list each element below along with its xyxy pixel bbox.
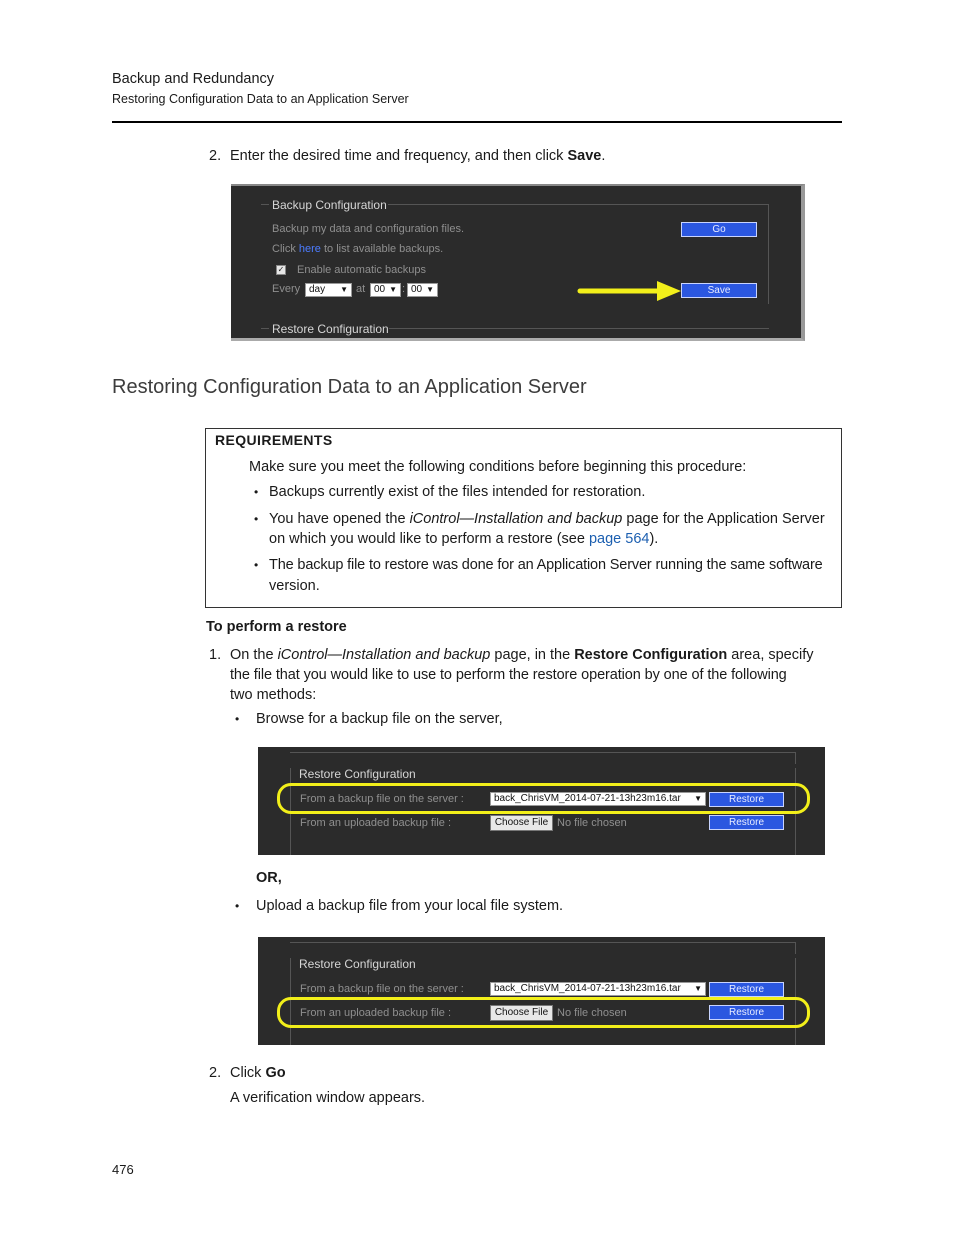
restore-upload-button[interactable]: Restore [709, 1005, 784, 1020]
restore-server-button[interactable]: Restore [709, 792, 784, 807]
choose-file-button[interactable]: Choose File [490, 1005, 553, 1021]
step-text-cont: the file that you would like to use to perform the restore operation by one of the following [230, 667, 787, 683]
bullet: • [254, 485, 259, 499]
enable-automatic-backups-checkbox[interactable]: ✓ [277, 265, 285, 274]
running-header-chapter: Backup and Redundancy [112, 71, 275, 87]
page-number: 476 [112, 1162, 134, 1177]
server-file-select[interactable]: back_ChrisVM_2014-07-21-13h23m16.tar ▼ [490, 982, 706, 996]
section-title: Restoring Configuration Data to an Application Server [112, 376, 587, 398]
highlight-ring [277, 997, 810, 1028]
time-separator: : [402, 283, 406, 295]
bullet: • [254, 558, 259, 572]
go-button[interactable]: Go [681, 222, 757, 237]
hour-select[interactable]: 00 ▼ [370, 283, 401, 297]
header-rule [112, 121, 842, 123]
method-item: Browse for a backup file on the server, [256, 711, 503, 727]
method-item: Upload a backup file from your local file system. [256, 898, 564, 914]
every-label: Every [272, 283, 301, 295]
minute-select[interactable]: 00 ▼ [407, 283, 438, 297]
backup-description: Backup my data and configuration files. [272, 223, 465, 235]
running-header-section: Restoring Configuration Data to an Application Server [112, 92, 409, 106]
server-file-select[interactable]: back_ChrisVM_2014-07-21-13h23m16.tar ▼ [490, 792, 706, 806]
procedure-title: To perform a restore [206, 619, 347, 635]
server-file-label: From a backup file on the server : [300, 983, 464, 995]
page-link[interactable]: page 564 [588, 531, 650, 547]
requirement-item-cont: on which you would like to perform a restore (see page 564). [269, 531, 659, 547]
restore-configuration-title: Restore Configuration [299, 767, 416, 781]
step-text-cont: two methods: [230, 687, 317, 703]
restore-server-button[interactable]: Restore [709, 982, 784, 997]
backup-configuration-title: Backup Configuration [272, 198, 387, 212]
step-result: A verification window appears. [230, 1090, 426, 1106]
requirements-title: REQUIREMENTS [215, 432, 333, 448]
requirement-item-cont: version. [269, 578, 320, 594]
choose-file-button[interactable]: Choose File [490, 815, 553, 831]
here-link[interactable]: here [298, 243, 321, 255]
restore-configuration-panel-upload [258, 937, 825, 1045]
chevron-down-icon: ▼ [426, 285, 434, 294]
server-file-label: From a backup file on the server : [300, 793, 464, 805]
chevron-down-icon: ▼ [694, 794, 702, 803]
or-label: OR, [256, 870, 282, 886]
arrow-head [657, 281, 681, 301]
enable-automatic-backups-label: Enable automatic backups [297, 264, 427, 276]
highlight-ring [277, 783, 810, 814]
backup-configuration-panel [231, 184, 805, 341]
bullet: • [235, 899, 240, 913]
step-number: 2. [209, 148, 222, 164]
restore-configuration-panel-server [258, 747, 825, 855]
step-text: Enter the desired time and frequency, and then click Save. [230, 148, 606, 164]
step-text: On the iControl—Installation and backup page, in the Restore Configuration area, specify [230, 647, 814, 663]
restore-configuration-title: Restore Configuration [299, 957, 416, 971]
chevron-down-icon: ▼ [389, 285, 397, 294]
chevron-down-icon: ▼ [340, 285, 348, 294]
frequency-select[interactable]: day ▼ [305, 283, 352, 297]
no-file-chosen-text: No file chosen [557, 1007, 627, 1019]
requirement-item: You have opened the iControl—Installation and backup page for the Application Server [269, 511, 825, 527]
step-number: 1. [209, 647, 222, 663]
uploaded-file-label: From an uploaded backup file : [300, 1007, 452, 1019]
yellow-arrow-icon [577, 279, 683, 303]
requirements-intro: Make sure you meet the following conditions before beginning this procedure: [249, 459, 747, 475]
uploaded-file-label: From an uploaded backup file : [300, 817, 452, 829]
list-backups-text: Click here to list available backups. [272, 243, 444, 255]
chevron-down-icon: ▼ [694, 984, 702, 993]
step-text: Click Go [230, 1065, 286, 1081]
restore-upload-button[interactable]: Restore [709, 815, 784, 830]
at-label: at [356, 283, 366, 295]
save-button[interactable]: Save [681, 283, 757, 298]
restore-configuration-title: Restore Configuration [272, 322, 389, 336]
requirement-item: The backup file to restore was done for an Application Server running the same software [269, 557, 823, 573]
requirement-item: Backups currently exist of the files intended for restoration. [269, 484, 646, 500]
bullet: • [254, 512, 259, 526]
step-number: 2. [209, 1065, 222, 1081]
no-file-chosen-text: No file chosen [557, 817, 627, 829]
bullet: • [235, 712, 240, 726]
